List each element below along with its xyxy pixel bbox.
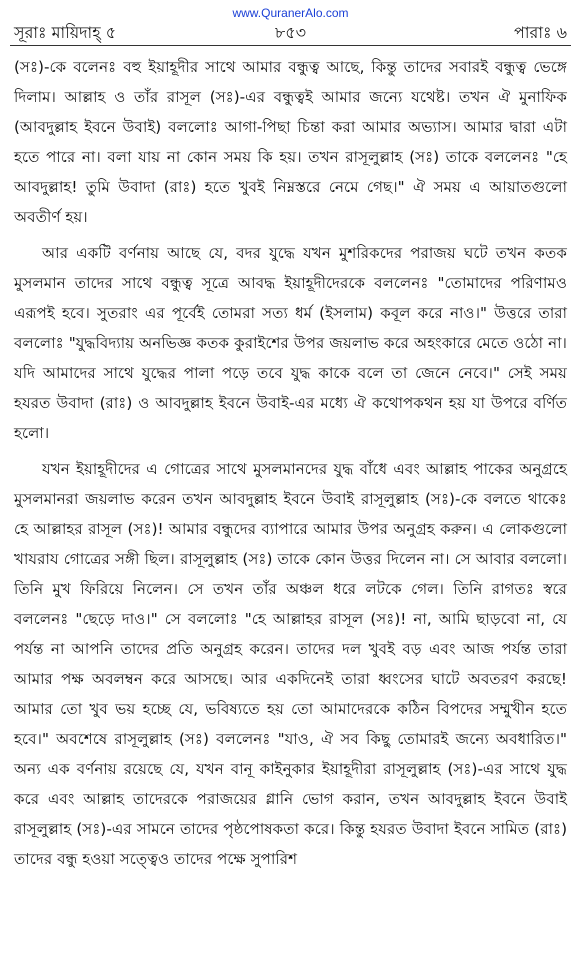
site-url: www.QuranerAlo.com <box>232 6 349 20</box>
surah-label: সূরাঃ মায়িদাহ্ ৫ <box>14 23 117 42</box>
paragraph-1: (সঃ)-কে বলেনঃ বহু ইয়াহূদীর সাথে আমার বন্ধুত্ব আছে, কিন্তু তাদের সবারই বন্ধুত্ব ভেঙ্গে দিলাম। আল্লাহ ও তাঁর রাসূল (সঃ)-এর বন্ধুত্বই আমার জন্যে যথেষ্ট। তখন ঐ মুনাফিক (আবদুল্লাহ ইবনে উবাই) বললোঃ আগা-পিছা চিন্তা করা আমার অভ্যাস। আমার দ্বারা এটা হতে পারে না। বলা যায় না কোন সময় কি হয়। তখন রাসূলুল্লাহ (সঃ) তাকে বললেনঃ "হে আবদুল্লাহ! তুমি উবাদা (রাঃ) হতে খুবই নিম্নস্তরে নেমে গেছ।" ঐ সময় এ আয়াতগুলো অবতীর্ণ হয়। <box>14 58 567 226</box>
page-body <box>14 52 567 880</box>
page-number: ৮৫৩ <box>274 23 307 42</box>
para-label: পারাঃ ৬ <box>514 23 567 42</box>
paragraph-3: যখন ইয়াহূদীদের এ গোত্রের সাথে মুসলমানদের যুদ্ধ বাঁধে এবং আল্লাহ পাকের অনুগ্রহে মুসলমানরা জয়লাভ করেন তখন আবদুল্লাহ ইবনে উবাই রাসূলুল্লাহ (সঃ)-কে বলতে থাকেঃ হে আল্লাহর রাসূল (সঃ)! আমার বন্ধুদের ব্যাপারে আমার উপর অনুগ্রহ করুন। এ লোকগুলো খাযরায গোত্রের সঙ্গী ছিল। রাসূলুল্লাহ (সঃ) তাকে কোন উত্তর দিলেন না। সে আবার বললো। তিনি মুখ ফিরিয়ে নিলেন। সে তখন তাঁর অঞ্চল ধরে লটকে গেল। তিনি রাগতঃ স্বরে বললেনঃ "ছেড়ে দাও।" সে বললোঃ "হে আল্লাহর রাসূল (সঃ)! না, আমি ছাড়বো না, যে পর্যন্ত না আপনি তাদের প্রতি অনুগ্রহ করেন। তাদের দল খুবই বড় এবং আজ পর্যন্ত তারা আমার পক্ষ অবলম্বন করে আসছে। আর একদিনেই তারা ধ্বংসের ঘাটে অবতরণ করছে! আমার তো খুব ভয় হচ্ছে যে, ভবিষ্যতে হয় তো আমাদেরকে কঠিন বিপদের সম্মুখীন হতে হবে।" অবশেষে রাসূলুল্লাহ (সঃ) বললেনঃ "যাও, ঐ সব কিছু তোমারই জন্যে অবধারিত।" অন্য এক বর্ণনায় রয়েছে যে, যখন বানূ কাইনুকার ইয়াহূদীরা রাসূলুল্লাহ (সঃ)-এর সাথে যুদ্ধ করে এবং আল্লাহ তাদেরকে পরাজয়ের গ্লানি ভোগ করান, তখন আবদুল্লাহ ইবনে উবাই রাসূলুল্লাহ (সঃ)-এর সামনে তাদের পৃষ্ঠপোষকতা করে। কিন্তু হযরত উবাদা ইবনে সামিত (রাঃ) তাদের বন্ধু হওয়া সত্ত্বেও তাদের পক্ষে সুপারিশ <box>14 460 567 868</box>
header-divider <box>10 45 571 46</box>
paragraph-2: আর একটি বর্ণনায় আছে যে, বদর যুদ্ধে যখন মুশরিকদের পরাজয় ঘটে তখন কতক মুসলমান তাদের সাথে বন্ধুত্ব সূত্রে আবদ্ধ ইয়াহূদীদেরকে বললেনঃ "তোমাদের পরিণামও এরূপই হবে। সুতরাং এর পূর্বেই তোমরা সত্য ধর্ম (ইসলাম) কবূল করে নাও।" উত্তরে তারা বললোঃ "যুদ্ধবিদ্যায় অনভিজ্ঞ কতক কুরাইশের উপর জয়লাভ করে অহংকারে মেতে ওঠো না। যদি আমাদের সাথে যুদ্ধের পালা পড়ে তবে যুদ্ধ কাকে বলে তা জেনে নেবে।" সেই সময় হযরত উবাদা (রাঃ) ও আবদুল্লাহ ইবনে উবাই-এর মধ্যে ঐ কথোপকথন হয় যা উপরে বর্ণিত হলো। <box>14 244 567 442</box>
page-header <box>14 20 567 42</box>
